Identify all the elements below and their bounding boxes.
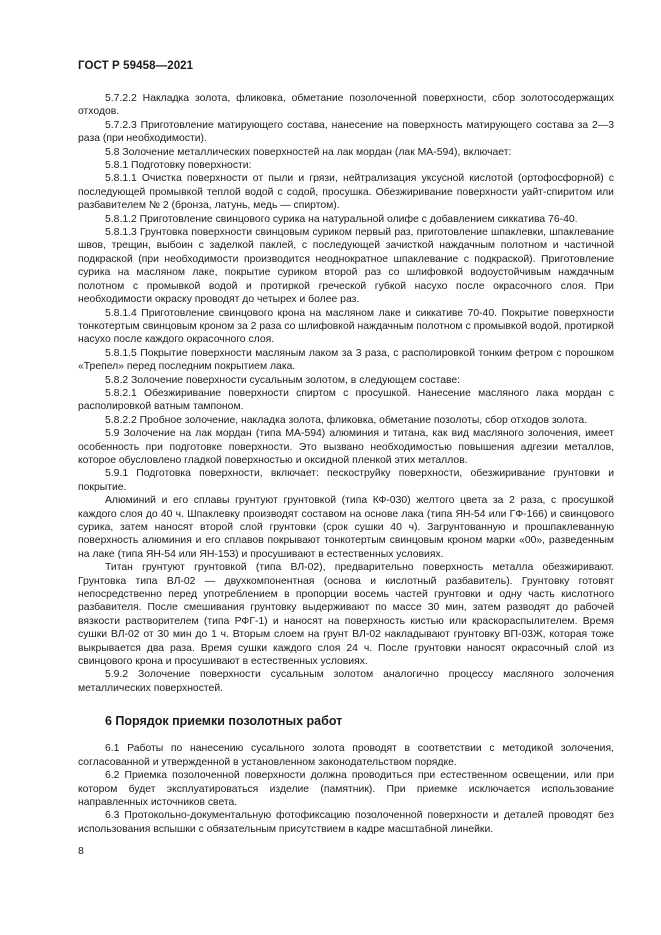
paragraph: 5.8.2 Золочение поверхности сусальным золотом, в следующем составе: [105,374,461,386]
paragraph: 6.2 Приемка позолоченной поверхности должна проводиться при естественном освещении, или при котором будет эксплуатироваться изделие (памятник). При приемке исключается использование направленных источников света. [78,770,614,808]
document-header: ГОСТ Р 59458—2021 [78,60,194,72]
paragraph: 5.7.2.3 Приготовление матирующего состава, нанесение на поверхность матирующего состава за 2—3 раза (при необходимости). [78,119,614,145]
paragraph: 5.8.2.1 Обезжиривание поверхности спиртом с просушкой. Нанесение масляного лака мордан с располировкой ватным тампоном. [78,387,614,413]
paragraph: 5.8.1.2 Приготовление свинцового сурика на натуральной олифе с добавлением сиккатива 76-40. [105,213,578,225]
paragraph: Алюминий и его сплавы грунтуют грунтовкой (типа КФ-030) желтого цвета за 2 раза, с просушкой каждого слоя до 40 ч. Шпаклевку производят составом на основе лака (типа ЯН-54 или ГФ-166) и свинцового сурика, затем наносят второй слой грунтовки (срок сушки 40 ч). Загрунтованную и прошпаклеванную поверхность алюминия и его сплавов покрывают тонкотертым свинцовым кроном марки «00», разведенным на лаке (типа ЯН-54 или ЯН-153) и просушивают в естественных условиях. [78,495,614,560]
paragraph: 5.8.1.4 Приготовление свинцового крона на масляном лаке и сиккативе 70-40. Покрытие поверхности тонкотертым свинцовым кроном за 2 раза со шлифовкой наждачным полотном с промывкой водой, протиркой насухо после каждого окрасочного слоя. [78,307,614,346]
page-number: 8 [78,845,84,857]
paragraph: 5.7.2.2 Накладка золота, фликовка, обметание позолоченной поверхности, сбор золотосодержащих отходов. [78,93,614,118]
paragraph: 5.9 Золочение на лак мордан (типа МА-594) алюминия и титана, как вид масляного золочения, имеет особенность при подготовке поверхности. Это вызвано необходимостью повышения адгезии металлов, которое обусловлено гладкой поверхностью и оксидной пленкой этих металлов. [78,428,614,466]
section-heading: 6 Порядок приемки позолотных работ [105,714,343,729]
document-body [78,92,614,836]
paragraph: 5.8.1.5 Покрытие поверхности масляным лаком за 3 раза, с располировкой тонким фетром с порошком «Трепел» перед последним покрытием лака. [78,347,614,373]
paragraph: 5.8.1.1 Очистка поверхности от пыли и грязи, нейтрализация уксусной кислотой (ортофосфорной) с последующей промывкой теплой водой с содой, просушка. Обезжиривание поверхности уайт-спиритом или разбавителем № 2 (бронза, латунь, медь — спиртом). [78,173,614,212]
paragraph: 5.9.2 Золочение поверхности сусальным золотом аналогично процессу масляного золочения металлических поверхностей. [78,669,614,694]
paragraph: 6.1 Работы по нанесению сусального золота проводят в соответствии с методикой золочения, согласованной и утвержденной в установленном законодательством порядке. [78,743,614,768]
paragraph: 5.8.1 Подготовку поверхности: [105,160,252,172]
paragraph: 5.9.1 Подготовка поверхности, включает: пескоструйку поверхности, обезжиривание грунтовки и покрытие. [78,468,614,493]
paragraph: 5.8 Золочение металлических поверхностей на лак мордан (лак МА-594), включает: [105,146,512,158]
paragraph: 5.8.2.2 Пробное золочение, накладка золота, фликовка, обметание позолоты, сбор отходов золота. [105,414,588,426]
paragraph: 5.8.1.3 Грунтовка поверхности свинцовым суриком первый раз, приготовление шпаклевки, шпаклевание швов, трещин, выбоин с заделкой паклей, с последующей зачисткой наждачным полотном и частичной подкраской (при необходимости производится неоднократное шпаклевание с подкраской). Приготовление сурика на масляном лаке, покрытие суриком второй раз со шлифовкой водоустойчивым наждачным полотном с промывкой водой и протиркой греческой губкой насухо после окрасочного слоя. При необходимости окраску проводят до четырех и более раз. [78,227,614,306]
paragraph: 6.3 Протокольно-документальную фотофиксацию позолоченной поверхности и деталей проводят без использования вспышки с обязательным присутствием в кадре масштабной линейки. [78,810,614,835]
paragraph: Титан грунтуют грунтовкой (типа ВЛ-02), предварительно поверхность металла обезжиривают. Грунтовка типа ВЛ-02 — двухкомпонентная (основа и кислотный разбавитель). Грунтовку готовят непосредственно перед употреблением в пропорции восемь частей грунтовки и одну часть кислотного разбавителя. После смешивания грунтовку выдерживают по массе 30 мин, затем разводят до рабочей вязкости растворителем (типа РФГ-1) и наносят на поверхность кистью или краскораспылителем. Время сушки ВЛ-02 от 30 мин до 1 ч. Вторым слоем на грунт ВЛ-02 накладывают грунтовку ВП-03Ж, которая тоже выкрывается два раза. Время сушки каждого слоя 24 ч. После грунтовки наносят окрасочный слой из свинцового крона и просушивают в естественных условиях. [78,562,614,668]
